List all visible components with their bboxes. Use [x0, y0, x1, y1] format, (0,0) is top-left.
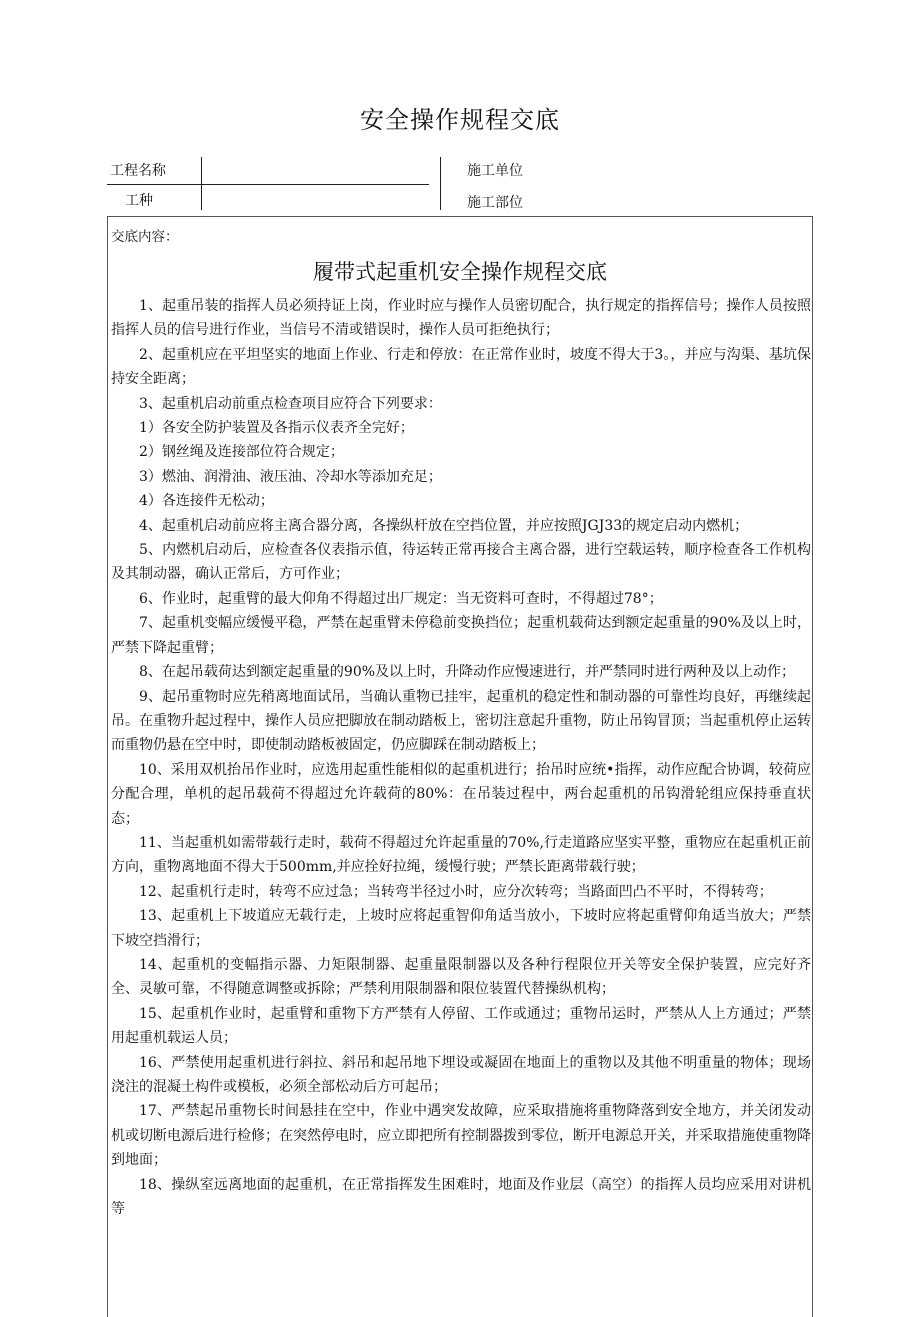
project-name-label: 工程名称: [110, 163, 166, 179]
content-paragraph: 13、起重机上下坡道应无载行走，上坡时应将起重智仰角适当放小，下坡时应将起重臂仰角适当放大；严禁下坡空挡滑行；: [111, 908, 811, 949]
content-paragraph: 1）各安全防护装置及各指示仪表齐全完好；: [139, 420, 414, 437]
work-type-label: 工种: [125, 193, 153, 209]
content-paragraph: 10、采用双机抬吊作业时，应选用起重性能相似的起重机进行；抬吊时应统•指挥，动作应配合协调，较荷应分配合理，单机的起吊载荷不得超过允许载荷的80%：在吊装过程中，两台起重机的吊钩滑轮组应保持垂直状态；: [111, 761, 811, 827]
header-row-work-type: [107, 185, 429, 212]
content-paragraph: 7、起重机变幅应缓慢平稳，严禁在起重臂未停稳前变换挡位；起重机载荷达到额定起重量的90%及以上时，严禁下降起重臂；: [111, 615, 811, 656]
content-paragraph: 1、起重吊装的指挥人员必须持证上岗，作业时应与操作人员密切配合，执行规定的指挥信号；操作人员按照指挥人员的信号进行作业，当信号不清或错误时，操作人员可拒绝执行；: [111, 298, 811, 339]
content-paragraph: 12、起重机行走时，转弯不应过急；当转弯半径过小时，应分次转弯；当路面凹凸不平时，不得转弯；: [139, 883, 773, 900]
content-body: [111, 294, 811, 1221]
header-divider: [201, 157, 202, 210]
content-subtitle: 履带式起重机安全操作规程交底: [313, 260, 607, 284]
content-paragraph: 8、在起吊载荷达到额定起重量的90%及以上时，升降动作应慢速进行，并严禁同时进行两种及以上动作；: [139, 664, 796, 681]
content-paragraph: 17、严禁起吊重物长时间悬挂在空中，作业中遇突发故障，应采取措施将重物降落到安全地方，并关闭发动机或切断电源后进行检修；在突然停电时，应立即把所有控制器拨到零位，断开电源总开关，并采取措施使重物降到地面；: [111, 1103, 811, 1169]
content-paragraph: 5、内燃机启动后，应检查各仪表指示值，待运转正常再接合主离合器，进行空载运转，顺序检查各工作机构及其制动器，确认正常后，方可作业；: [111, 542, 811, 583]
construction-unit-label: 施工单位: [467, 163, 523, 179]
content-paragraph: 16、严禁使用起重机进行斜拉、斜吊和起吊地下埋设或凝固在地面上的重物以及其他不明重量的物体；现场浇注的混凝土构件或模板，必须全部松动后方可起吊；: [111, 1054, 811, 1095]
content-box: [107, 216, 813, 1317]
construction-part-label: 施工部位: [467, 195, 523, 211]
content-paragraph: 4）各连接件无松动；: [139, 493, 274, 510]
content-paragraph: 9、起吊重物时应先稍离地面试吊，当确认重物已挂牢，起重机的稳定性和制动器的可靠性均良好，再继续起吊。在重物升起过程中，操作人员应把脚放在制动踏板上，密切注意起升重物，防止吊钩冒顶；当起重机停止运转而重物仍悬在空中时，即使制动踏板被固定，仍应脚踩在制动踏板上；: [111, 688, 811, 754]
header-row-project: [107, 157, 429, 185]
header-divider: [440, 157, 441, 210]
content-paragraph: 2、起重机应在平坦坚实的地面上作业、行走和停放：在正常作业时，坡度不得大于3。，并应与沟渠、基坑保持安全距离；: [111, 346, 811, 388]
content-paragraph: 15、起重机作业时，起重臂和重物下方严禁有人停留、工作或通过；重物吊运时，严禁从人上方通过；严禁用起重机载运人员；: [111, 1005, 811, 1047]
content-paragraph: 3、起重机启动前重点检查项目应符合下列要求：: [139, 395, 442, 412]
content-paragraph: 4、起重机启动前应将主离合器分离，各操纵杆放在空挡位置，并应按照JGJ33的规定启动内燃机；: [139, 517, 749, 534]
content-paragraph: 3）燃油、润滑油、液压油、冷却水等添加充足；: [139, 468, 442, 485]
document-title: 安全操作规程交底: [360, 106, 560, 134]
content-paragraph: 14、起重机的变幅指示器、力矩限制器、起重量限制器以及各种行程限位开关等安全保护装置，应完好齐全、灵敏可靠，不得随意调整或拆除；严禁利用限制器和限位装置代替操纵机构；: [111, 956, 811, 998]
content-paragraph: 18、操纵室远离地面的起重机，在正常指挥发生困难时，地面及作业层（高空）的指挥人员均应采用对讲机等: [111, 1176, 811, 1218]
header-table: [107, 157, 429, 212]
content-paragraph: 11、当起重机如需带载行走时，载荷不得超过允许起重量的70%,行走道路应坚实平整，重物应在起重机正前方向，重物离地面不得大于500mm,并应拴好拉绳，缓慢行驶；严禁长距离带载行驶；: [111, 834, 811, 876]
content-label: 交底内容：: [111, 229, 179, 245]
content-paragraph: 2）钢丝绳及连接部位符合规定；: [139, 444, 344, 461]
content-paragraph: 6、作业时，起重臂的最大仰角不得超过出厂规定：当无资料可查时，不得超过78°；: [139, 590, 663, 607]
